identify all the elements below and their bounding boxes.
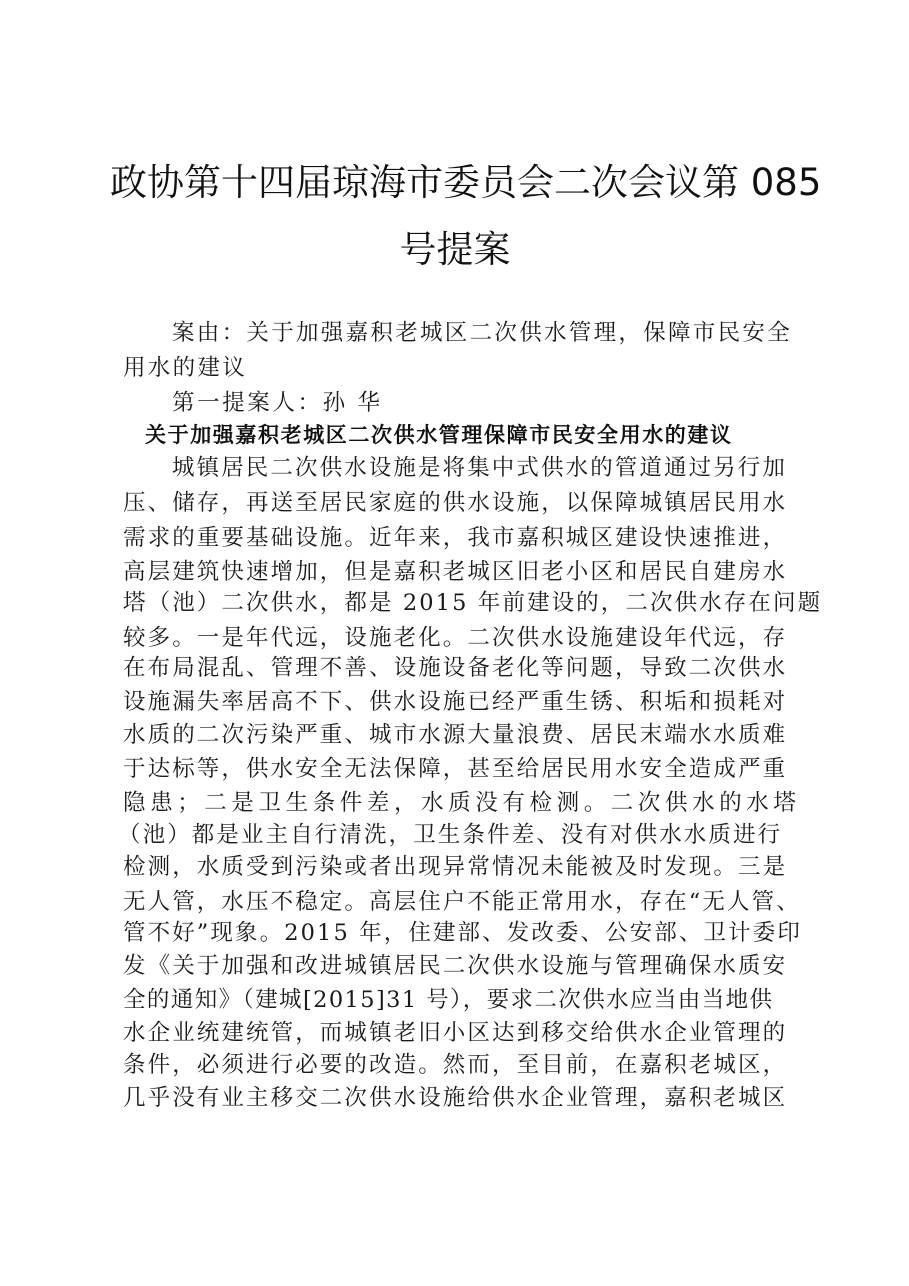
proposer-line: 第一提案人：孙 华 bbox=[172, 390, 383, 416]
body-line: 条件，必须进行必要的改造。然而，至目前，在嘉积老城区， bbox=[123, 1052, 788, 1078]
subject-line-2: 用水的建议 bbox=[123, 355, 248, 381]
body-line: 几乎没有业主移交二次供水设施给供水企业管理，嘉积老城区 bbox=[123, 1085, 788, 1111]
body-line: 水企业统建统管，而城镇老旧小区达到移交给供水企业管理的 bbox=[123, 1020, 788, 1046]
document-title-line-2: 号提案 bbox=[399, 228, 511, 271]
body-line: 在布局混乱、管理不善、设施设备老化等问题，导致二次供水 bbox=[123, 655, 788, 681]
subject-line-1: 案由：关于加强嘉积老城区二次供水管理，保障市民安全 bbox=[172, 320, 793, 346]
body-line: 较多。一是年代远，设施老化。二次供水设施建设年代远，存 bbox=[123, 625, 788, 651]
body-line: 城镇居民二次供水设施是将集中式供水的管道通过另行加 bbox=[172, 455, 788, 481]
body-line: 管不好”现象。2015 年，住建部、发改委、公安部、卫计委印 bbox=[123, 920, 802, 946]
body-line: 塔（池）二次供水，都是 2015 年前建设的，二次供水存在问题 bbox=[123, 590, 823, 616]
body-line: 设施漏失率居高不下、供水设施已经严重生锈、积垢和损耗对 bbox=[123, 689, 788, 715]
body-line: 水质的二次污染严重、城市水源大量浪费、居民末端水水质难 bbox=[123, 722, 788, 748]
body-line: 高层建筑快速增加，但是嘉积老城区旧老小区和居民自建房水 bbox=[123, 559, 788, 585]
section-heading: 关于加强嘉积老城区二次供水管理保障市民安全用水的建议 bbox=[145, 422, 733, 447]
body-line: 压、储存，再送至居民家庭的供水设施，以保障城镇居民用水 bbox=[123, 490, 788, 516]
body-line: 隐患；二是卫生条件差，水质没有检测。二次供水的水塔 bbox=[123, 790, 801, 816]
document-title-line-1: 政协第十四届琼海市委员会二次会议第 085 bbox=[110, 161, 822, 204]
body-line: 检测，水质受到污染或者出现异常情况未能被及时发现。三是 bbox=[123, 854, 788, 880]
body-line: 需求的重要基础设施。近年来，我市嘉积城区建设快速推进， bbox=[123, 525, 788, 551]
body-line: 全的通知》（建城[2015]31 号），要求二次供水应当由当地供 bbox=[123, 987, 774, 1013]
body-line: 于达标等，供水安全无法保障，甚至给居民用水安全造成严重 bbox=[123, 756, 788, 782]
body-line: 发《关于加强和改进城镇居民二次供水设施与管理确保水质安 bbox=[123, 953, 788, 979]
body-line: 无人管，水压不稳定。高层住户不能正常用水，存在“无人管、 bbox=[123, 889, 801, 915]
body-line: （池）都是业主自行清洗，卫生条件差、没有对供水水质进行 bbox=[118, 822, 783, 848]
